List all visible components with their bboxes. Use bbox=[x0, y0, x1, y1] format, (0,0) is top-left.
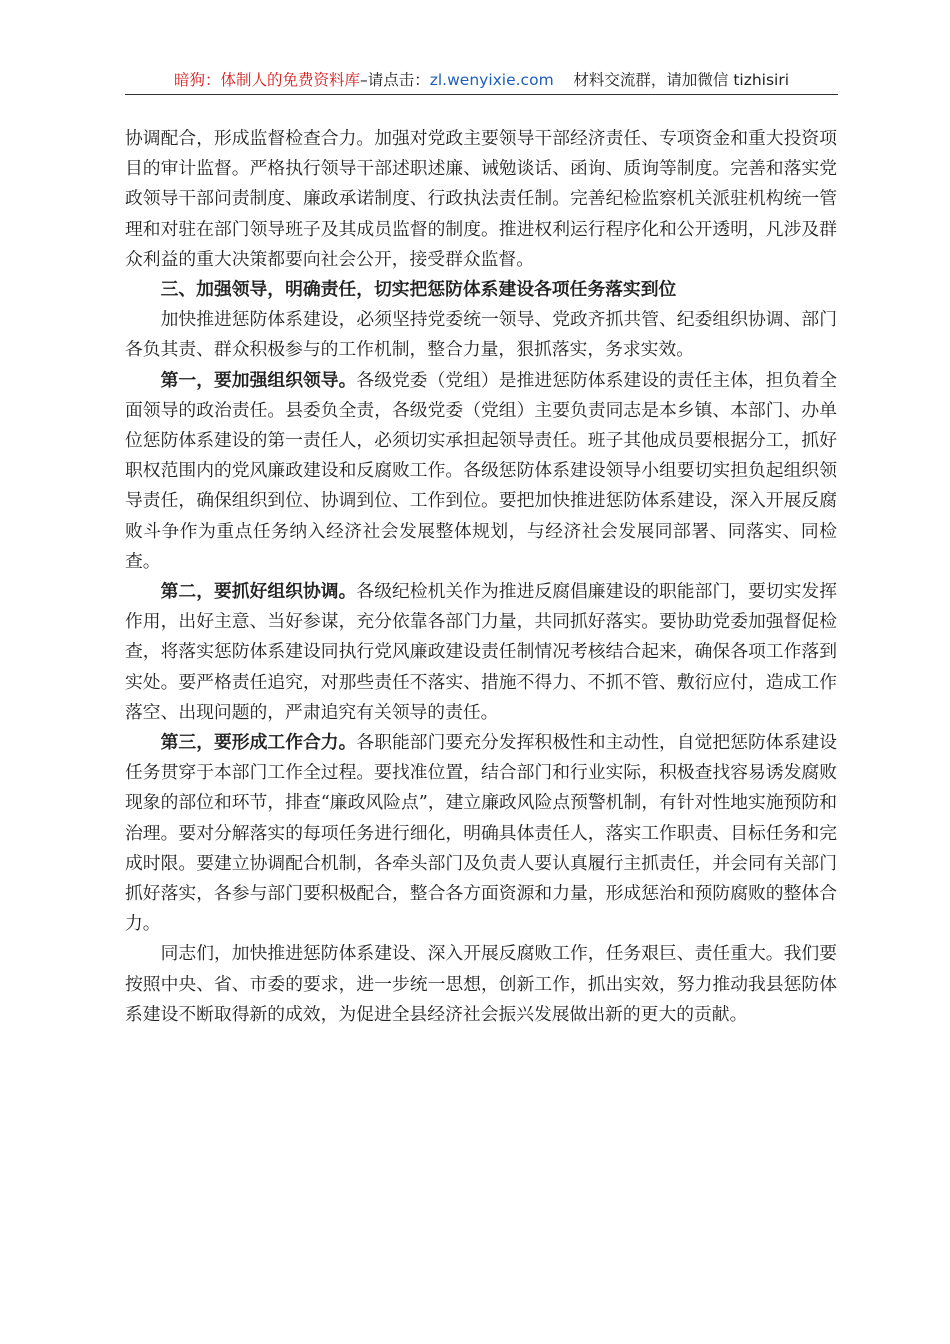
paragraph: 第二，要抓好组织协调。各级纪检机关作为推进反腐倡廉建设的职能部门，要切实发挥作用，出好主意、当好参谋，充分依靠各部门力量，共同抓好落实。要协助党委加强督促检查，将落实惩防体系建设同执行党风廉政建设责任制情况考核结合起来，确保各项工作落到实处。要严格责任追究，对那些责任不落实、措施不得力、不抓不管、敷衍应付，造成工作落空、出现问题的，严肃追究有关领导的责任。 bbox=[125, 581, 837, 723]
page-header bbox=[125, 70, 838, 90]
contact-label: 材料交流群，请加微信 tizhisiri bbox=[573, 71, 790, 89]
click-label: –请点击： bbox=[359, 71, 430, 89]
paragraph: 协调配合，形成监督检查合力。加强对党政主要领导干部经济责任、专项资金和重大投资项目的审计监督。严格执行领导干部述职述廉、诫勉谈话、函询、质询等制度。完善和落实党政领导干部问责制度、廉政承诺制度、行政执法责任制。完善纪检监察机关派驻机构统一管理和对驻在部门领导班子及其成员监督的制度。推进权利运行程序化和公开透明，凡涉及群众利益的重大决策都要向社会公开，接受群众监督。 bbox=[125, 128, 837, 270]
paragraph: 同志们，加快推进惩防体系建设、深入开展反腐败工作，任务艰巨、责任重大。我们要按照中央、省、市委的要求，进一步统一思想，创新工作，抓出实效，努力推动我县惩防体系建设不断取得新的成效，为促进全县经济社会振兴发展做出新的更大的贡献。 bbox=[125, 943, 837, 1025]
paragraph: 加快推进惩防体系建设，必须坚持党委统一领导、党政齐抓共管、纪委组织协调、部门各负其责、群众积极参与的工作机制，整合力量，狠抓落实，务求实效。 bbox=[125, 309, 837, 361]
paragraph-lead: 第三，要形成工作合力。 bbox=[160, 732, 357, 754]
header-divider bbox=[125, 94, 838, 95]
paragraph-lead: 第一，要加强组织领导。 bbox=[160, 369, 357, 391]
section-heading: 三、加强领导，明确责任，切实把惩防体系建设各项任务落实到位 bbox=[160, 279, 677, 301]
document-body bbox=[125, 124, 837, 1030]
paragraph-lead: 第二，要抓好组织协调。 bbox=[160, 581, 357, 603]
site-label: 暗狗：体制人的免费资料库 bbox=[173, 71, 360, 89]
paragraph: 第一，要加强组织领导。各级党委（党组）是推进惩防体系建设的责任主体，担负着全面领导的政治责任。县委负全责，各级党委（党组）主要负责同志是本乡镇、本部门、办单位惩防体系建设的第一责任人，必须切实承担起领导责任。班子其他成员要根据分工，抓好职权范围内的党风廉政建设和反腐败工作。各级惩防体系建设领导小组要切实担负起组织领导责任，确保组织到位、协调到位、工作到位。要把加快推进惩防体系建设，深入开展反腐败斗争作为重点任务纳入经济社会发展整体规划，与经济社会发展同部署、同落实、同检查。 bbox=[125, 369, 837, 572]
site-url-link[interactable]: zl.wenyixie.com bbox=[429, 71, 554, 89]
paragraph: 第三，要形成工作合力。各职能部门要充分发挥积极性和主动性，自觉把惩防体系建设任务贯穿于本部门工作全过程。要找准位置，结合部门和行业实际，积极查找容易诱发腐败现象的部位和环节，排查“廉政风险点”，建立廉政风险点预警机制，有针对性地实施预防和治理。要对分解落实的每项任务进行细化，明确具体责任人，落实工作职责、目标任务和完成时限。要建立协调配合机制，各牵头部门及负责人要认真履行主抓责任，并会同有关部门抓好落实，各参与部门要积极配合，整合各方面资源和力量，形成惩治和预防腐败的整体合力。 bbox=[125, 732, 837, 935]
